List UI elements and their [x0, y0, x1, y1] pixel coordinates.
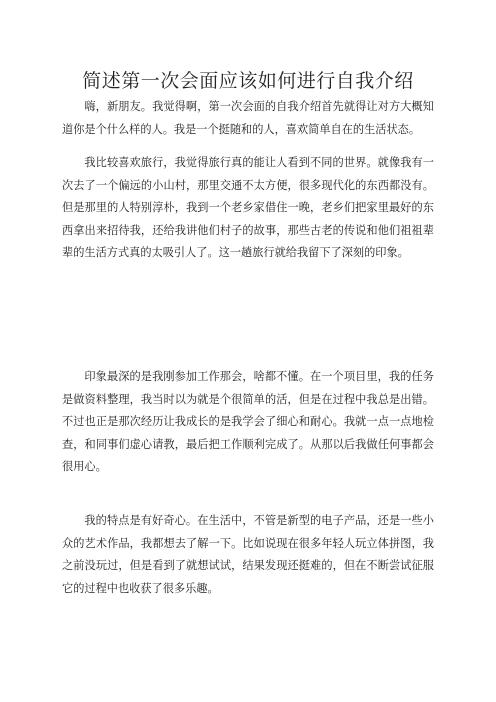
paragraph-travel: 我比较喜欢旅行，我觉得旅行真的能让人看到不同的世界。就像我有一次去了一个偏远的小山村，那里交通不太方便，很多现代化的东西都没有。但是那里的人特别淳朴，我到一个老乡家借住一晚，老乡们把家里最好的东西拿出来招待我，还给我讲他们村子的故事，那些古老的传说和他们祖祖辈辈的生活方式真的太吸引人了。这一趟旅行就给我留下了深刻的印象。	[62, 156, 434, 259]
paragraph-curiosity: 我的特点是有好奇心。在生活中，不管是新型的电子产品，还是一些小众的艺术作品，我都想去了解一下。比如说现在很多年轻人玩立体拼图，我之前没玩过，但是看到了就想试试，结果发现还挺难的，但在不断尝试征服它的过程中也收获了很多乐趣。	[62, 514, 434, 595]
paragraph-intro: 嗨，新朋友。我觉得啊，第一次会面的自我介绍首先就得让对方大概知道你是个什么样的人。我是一个挺随和的人，喜欢简单自在的生活状态。	[62, 100, 434, 136]
paragraph-work: 印象最深的是我刚参加工作那会，啥都不懂。在一个项目里，我的任务是做资料整理，我当时以为就是个很简单的活，但是在过程中我总是出错。不过也正是那次经历让我成长的是我学会了细心和耐心。我就一点一点地检查，和同事们虚心请教，最后把工作顺利完成了。从那以后我做任何事都会很用心。	[62, 370, 434, 473]
document-title: 简述第一次会面应该如何进行自我介绍	[82, 70, 414, 92]
